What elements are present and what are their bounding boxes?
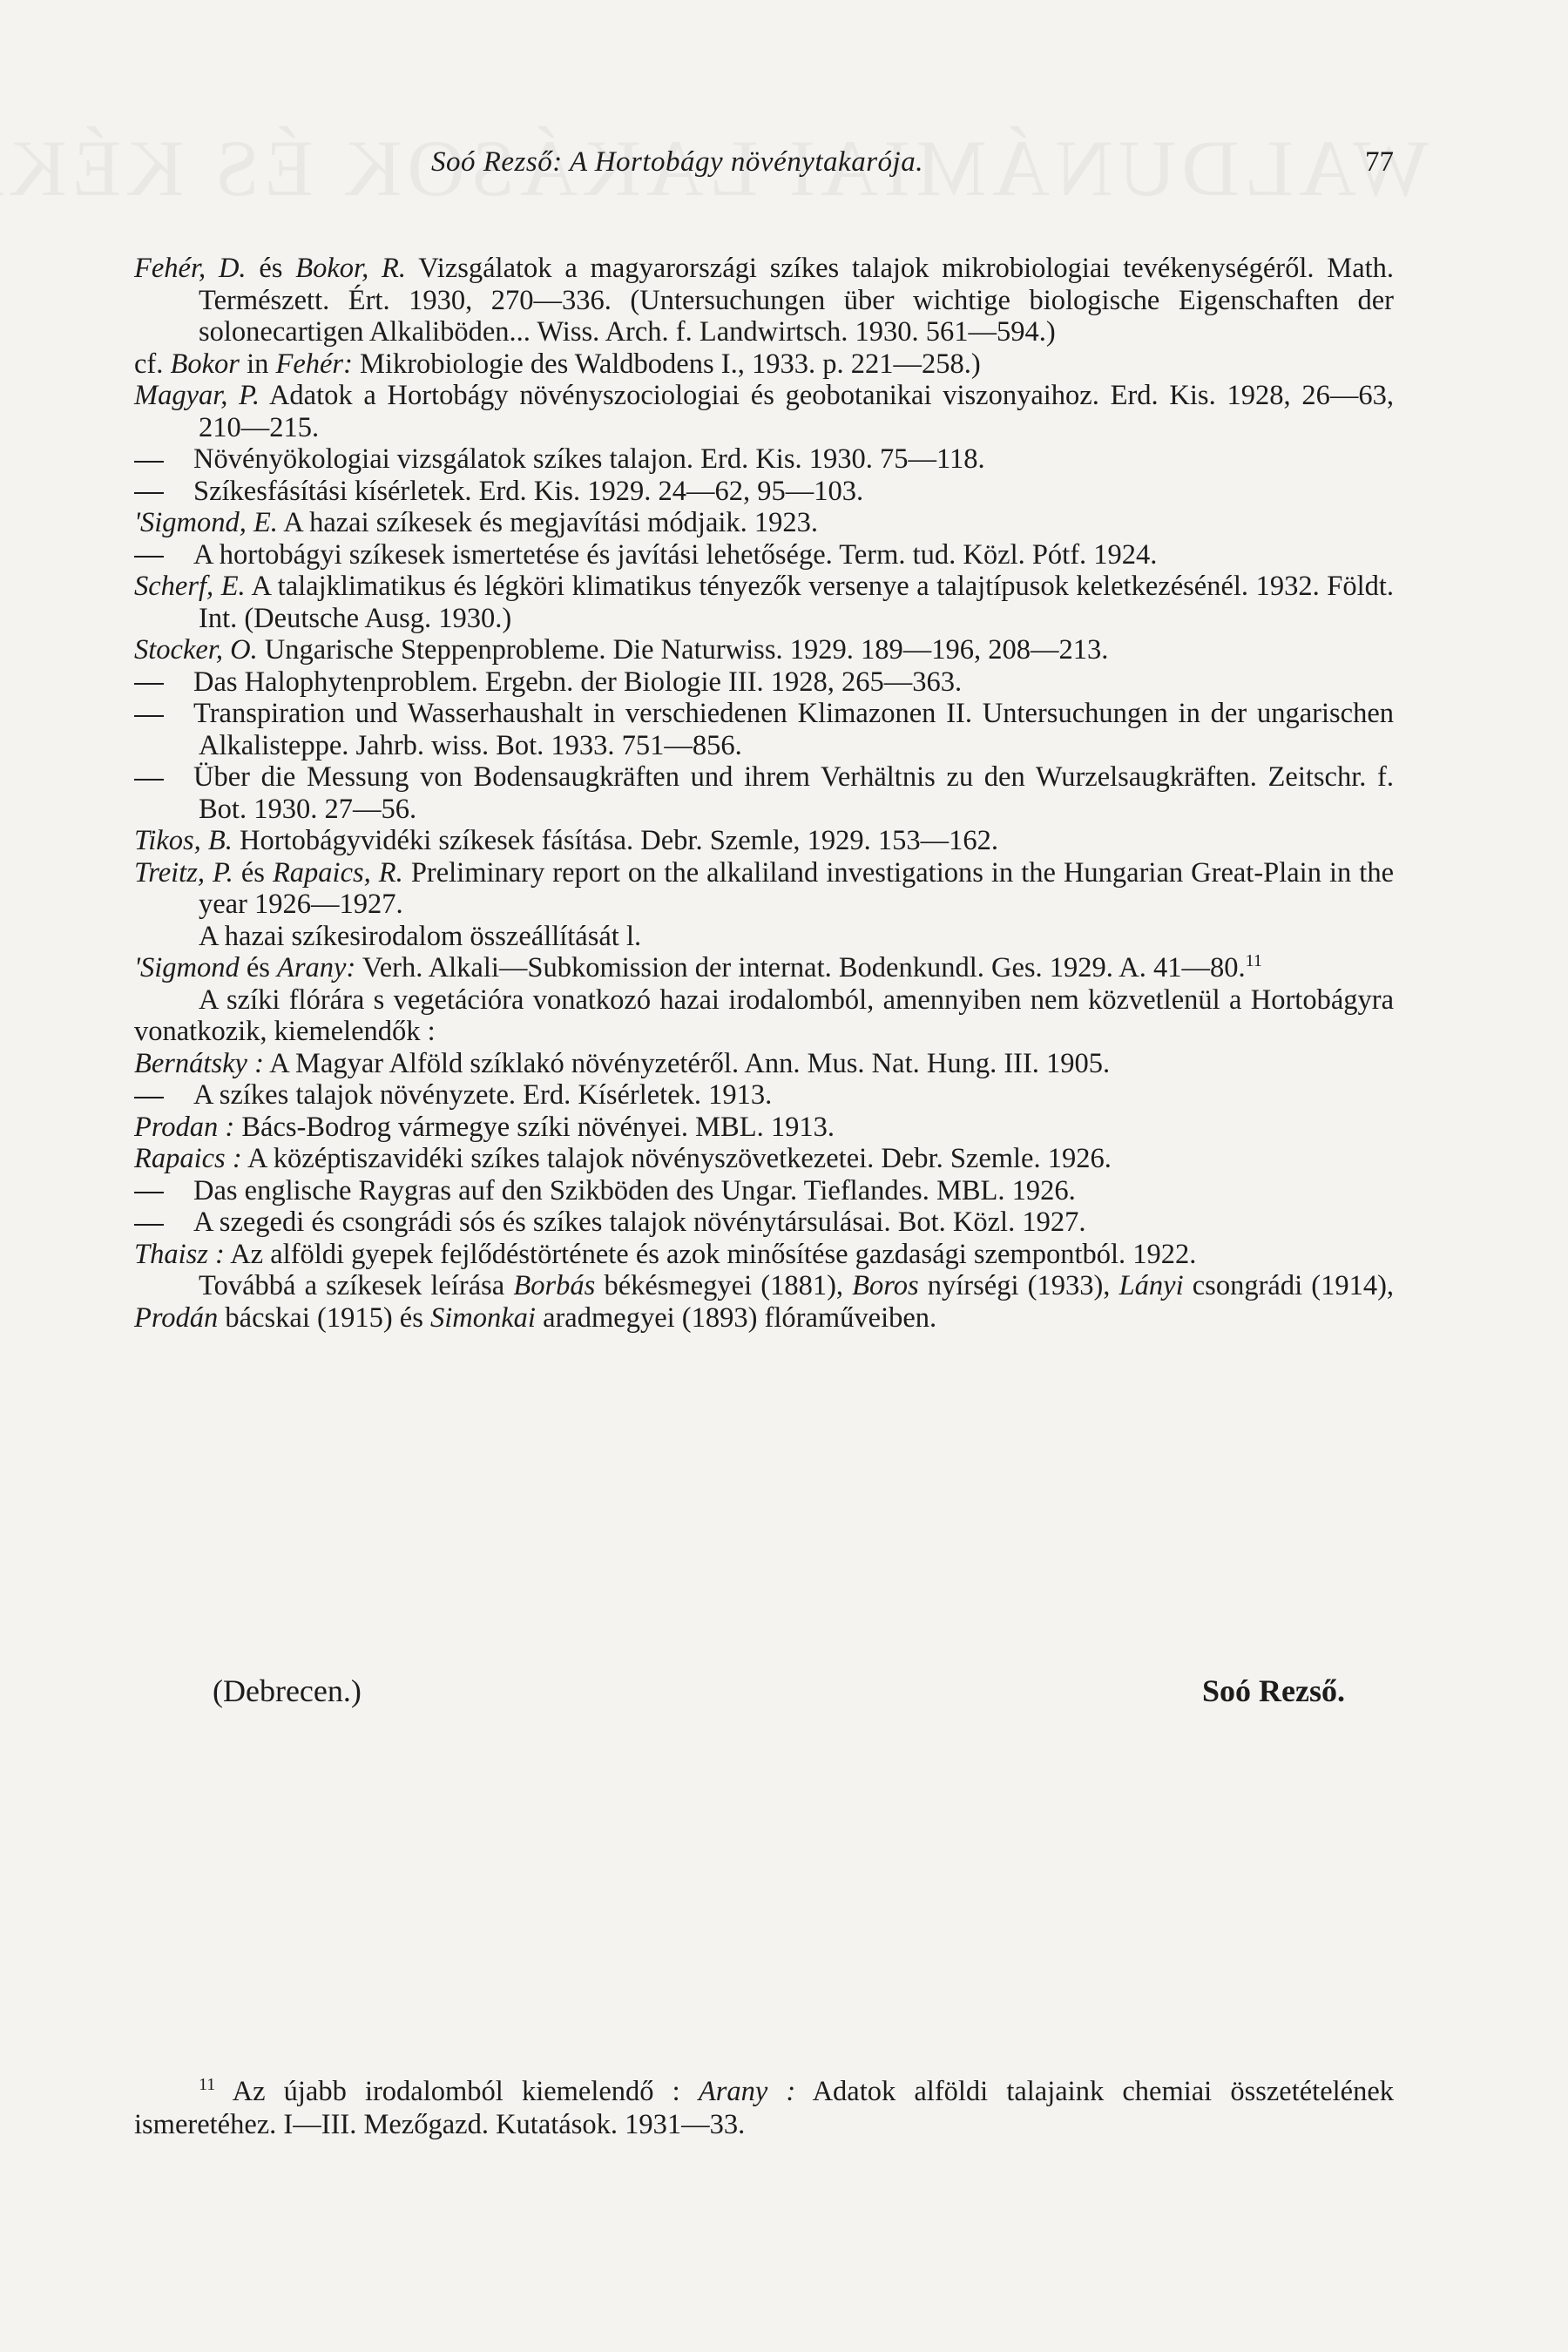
footnote-text-1: Az újabb irodalomból kiemelendő :: [232, 2076, 680, 2107]
ditto-dash: [134, 1097, 164, 1098]
reference-text: Az alföldi gyepek fejlődéstörténete és azok minősítése gazdasági szempontból. 1922.: [230, 1238, 1197, 1270]
ditto-dash: [134, 715, 164, 717]
reference-author: Bernátsky :: [134, 1047, 264, 1079]
reference-author: Magyar, P.: [134, 380, 260, 411]
reference-coauthor: Arany:: [277, 952, 356, 983]
ditto-dash: [134, 683, 164, 685]
reference-entry: [134, 1048, 1394, 1080]
reference-text: Preliminary report on the alkaliland investigations in the Hungarian Great-Plain in the year 1926—1927.: [199, 856, 1394, 920]
reference-text: Mikrobiologie des Waldbodens I., 1933. p. 221—258.): [360, 348, 981, 380]
reference-conjunction: in: [247, 348, 269, 380]
signoff-place: (Debrecen.): [213, 1673, 362, 1708]
reference-text: Hortobágyvidéki szíkesek fásítása. Debr. Szemle, 1929. 153—162.: [240, 825, 998, 856]
reference-text: Bács-Bodrog vármegye szíki növényei. MBL. 1913.: [241, 1111, 835, 1143]
closing-paragraph: [134, 1270, 1394, 1334]
reference-coauthor: Rapaics, R.: [272, 856, 403, 889]
reference-coauthor: Bokor, R.: [295, 253, 407, 284]
reference-author: Prodan :: [134, 1111, 235, 1143]
reference-author: Thaisz :: [134, 1238, 225, 1270]
ditto-dash: [134, 1192, 164, 1193]
reference-entry: [134, 443, 1394, 476]
reference-conjunction: és: [259, 253, 283, 284]
paragraph: [134, 984, 1394, 1048]
reference-conjunction: és: [240, 856, 265, 889]
reference-text: A szegedi és csongrádi sós és szíkes talajok növénytársulásai. Bot. Közl. 1927.: [193, 1206, 1086, 1238]
paragraph-text: nyírségi (1933),: [927, 1270, 1111, 1301]
reference-text: A talajklimatikus és légköri klimatikus tényezők versenye a talajtípusok keletkezésénél. 1932. Földt. Int. (Deutsche Ausg. 1930.): [199, 571, 1394, 634]
reference-entry: [134, 1206, 1394, 1239]
reference-text: Adatok a Hortobágy növényszociologiai és geobotanikai viszonyaihoz. Erd. Kis. 1928, 26—63, 210—215.: [199, 380, 1394, 443]
reference-entry: [134, 1112, 1394, 1144]
reference-text: Ungarische Steppenprobleme. Die Naturwiss. 1929. 189—196, 208—213.: [264, 634, 1109, 666]
reference-entry: [134, 571, 1394, 634]
reference-text: A hazai szíkesirodalom összeállítását l.: [199, 920, 642, 952]
reference-author: 'Sigmond, E.: [134, 507, 278, 538]
page-number: 77: [1365, 146, 1394, 178]
reference-entry: [134, 507, 1394, 539]
reference-author: Stocker, O.: [134, 634, 258, 666]
reference-coauthor: Fehér:: [275, 348, 353, 380]
paragraph-text: Továbbá a szíkesek leírása: [199, 1270, 505, 1301]
reference-text: A hazai szíkesek és megjavítási módjaik. 1923.: [283, 507, 819, 538]
reference-entry: [134, 1143, 1394, 1175]
ditto-dash: [134, 461, 164, 463]
reference-entry: [134, 666, 1394, 699]
reference-entry: [134, 539, 1394, 571]
reference-author: Fehér, D.: [134, 253, 247, 284]
footnote-ref-marker: 11: [1245, 951, 1262, 971]
ditto-dash: [134, 492, 164, 494]
reference-entry: [134, 952, 1394, 984]
cited-author: Prodán: [134, 1301, 219, 1334]
reference-entry: [134, 825, 1394, 857]
reference-text: A szíkes talajok növényzete. Erd. Kísérletek. 1913.: [193, 1079, 773, 1111]
paragraph-text: aradmegyei (1893) flóraműveiben.: [543, 1301, 937, 1334]
reference-text: Növényökologiai vizsgálatok szíkes talajon. Erd. Kis. 1930. 75—118.: [193, 443, 985, 475]
reference-prefix: cf.: [134, 348, 164, 380]
author-signature: Soó Rezső.: [1202, 1673, 1345, 1708]
reference-entry: [134, 761, 1394, 825]
reference-text: Transpiration und Wasserhaushalt in verschiedenen Klimazonen II. Untersuchungen in der ungarischen Alkalisteppe. Jahrb. wiss. Bot. 1933. 751—856.: [193, 698, 1394, 761]
reference-author: Tikos, B.: [134, 825, 233, 856]
reference-text: A Magyar Alföld szíklakó növényzetéről. Ann. Mus. Nat. Hung. III. 1905.: [269, 1047, 1111, 1079]
ditto-dash: [134, 1224, 164, 1226]
reference-list: [134, 253, 1394, 1334]
reference-author: Treitz, P.: [134, 856, 233, 889]
running-title: Soó Rezső: A Hortobágy növénytakarója.: [431, 146, 923, 178]
reference-entry: [134, 380, 1394, 443]
ditto-dash: [134, 556, 164, 558]
page-header: [131, 146, 1394, 190]
footnote-text-2: Adatok alföldi talajaink chemiai összetételének ismeretéhez. I—III. Mezőgazd. Kutatások. 1931—33.: [134, 2076, 1395, 2140]
reference-text: A hortobágyi szíkesek ismertetése és javítási lehetősége. Term. tud. Közl. Pótf. 1924.: [193, 538, 1158, 571]
paragraph: [134, 921, 1394, 953]
reference-author: 'Sigmond: [134, 952, 240, 983]
signoff: [213, 1673, 1345, 1716]
reference-text: Über die Messung von Bodensaugkräften und ihrem Verhältnis zu den Wurzelsaugkräften. Zeitschr. f. Bot. 1930. 27—56.: [193, 761, 1394, 825]
reference-entry: [134, 253, 1394, 348]
reference-author: Rapaics :: [134, 1143, 242, 1174]
cited-author: Simonkai: [429, 1301, 536, 1334]
reference-entry: [134, 1079, 1394, 1112]
reference-entry: [134, 857, 1394, 921]
paragraph-text: csongrádi (1914),: [1192, 1270, 1395, 1301]
reference-entry: [134, 634, 1394, 666]
reference-conjunction: és: [246, 952, 270, 983]
reference-author: Scherf, E.: [134, 571, 246, 602]
ditto-dash: [134, 779, 164, 781]
paragraph-text: békésmegyei (1881),: [604, 1270, 844, 1301]
reference-text: Szíkesfásítási kísérletek. Erd. Kis. 1929. 24—62, 95—103.: [193, 475, 864, 507]
footnote-author: Arany :: [698, 2076, 796, 2107]
reference-entry: [134, 476, 1394, 508]
reference-text: Verh. Alkali—Subkomission der internat. Bodenkundl. Ges. 1929. A. 41—80.: [362, 952, 1246, 983]
footnote-marker: 11: [199, 2075, 216, 2095]
reference-entry: [134, 1239, 1394, 1271]
footnote: [134, 2075, 1394, 2141]
reference-entry: [134, 348, 1394, 381]
reference-entry: [134, 1175, 1394, 1207]
reference-text: A szíki flórára s vegetációra vonatkozó hazai irodalomból, amennyiben nem közvetlenül a Hortobágyra vonatkozik, kiemelendők :: [134, 983, 1394, 1047]
reference-text: Das englische Raygras auf den Szikböden des Ungar. Tieflandes. MBL. 1926.: [193, 1174, 1076, 1206]
reference-text: Das Halophytenproblem. Ergebn. der Biologie III. 1928, 265—363.: [193, 666, 963, 698]
cited-author: Borbás: [513, 1270, 596, 1301]
paragraph-text: bácskai (1915) és: [225, 1301, 423, 1334]
cited-author: Lányi: [1119, 1270, 1184, 1301]
reference-text: Vizsgálatok a magyarországi szíkes talajok mikrobiologiai tevékenységéről. Math. Természett. Ért. 1930, 270—336. (Untersuchungen über wichtige biologische Eigenschaften der solonecartigen Alkaliböden... Wiss. Arch. f. Landwirtsch. 1930. 561—594.): [199, 253, 1395, 348]
reference-author: Bokor: [170, 348, 240, 380]
cited-author: Boros: [852, 1270, 919, 1301]
reference-text: A középtiszavidéki szíkes talajok növényszövetkezetei. Debr. Szemle. 1926.: [247, 1143, 1112, 1174]
reference-entry: [134, 698, 1394, 761]
